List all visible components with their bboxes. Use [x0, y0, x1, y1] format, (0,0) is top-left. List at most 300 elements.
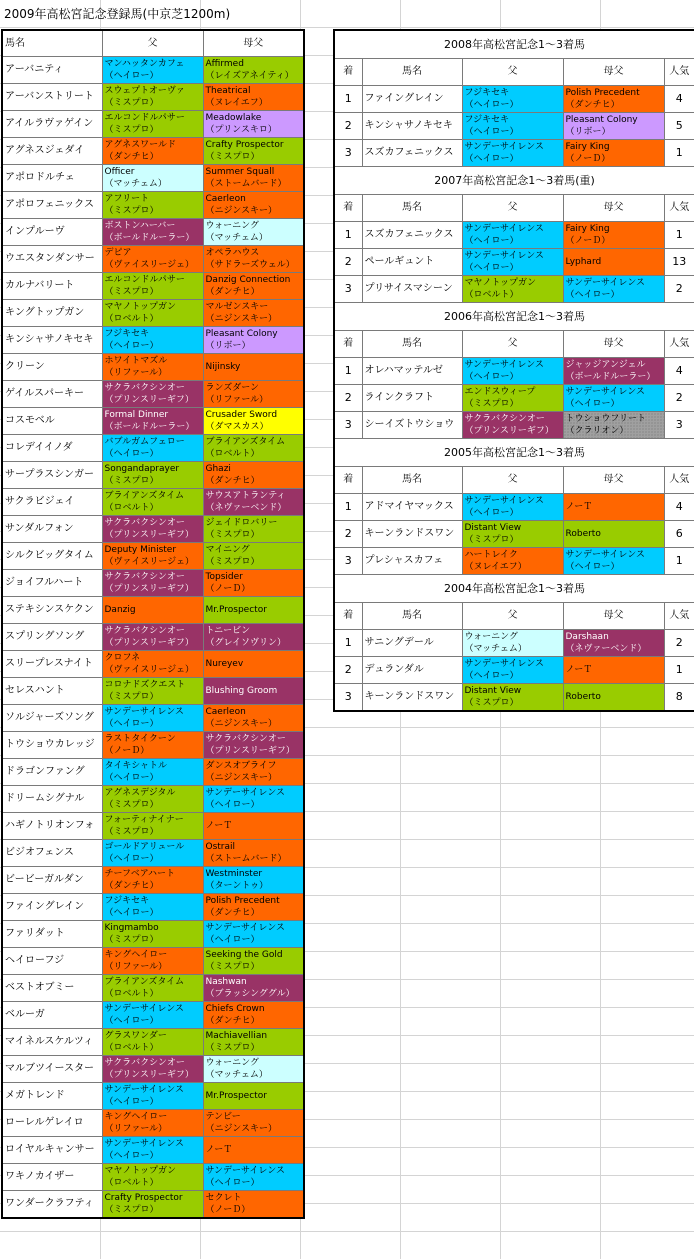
- sire-cell: [462, 276, 563, 303]
- pedigree-line-1: Westminster: [205, 869, 263, 879]
- pedigree-line-1: フジキセキ: [464, 88, 510, 98]
- pedigree-line-2: （プリンスリーギフ）: [104, 530, 194, 540]
- pedigree-line-1: サクラバクシンオー: [104, 1058, 185, 1068]
- table-row: [2, 786, 304, 813]
- sire-cell: [102, 165, 203, 192]
- pedigree-line-1: テンビー: [205, 1112, 241, 1122]
- place-cell: 1: [334, 630, 362, 657]
- sire-cell: [102, 678, 203, 705]
- result-row: [334, 412, 694, 439]
- horse-name: シーイズトウショウ: [362, 412, 462, 439]
- place-cell: 3: [334, 276, 362, 303]
- damsire-cell: [203, 462, 304, 489]
- damsire-cell: [563, 358, 664, 385]
- table-row: [2, 1191, 304, 1219]
- table-row: [2, 570, 304, 597]
- popularity-cell: 1: [664, 140, 694, 167]
- horse-name: アポロドルチェ: [2, 165, 102, 192]
- pedigree-line-1: サンデーサイレンス: [565, 387, 645, 397]
- pedigree-line-2: （プリンスリーギフ）: [104, 584, 194, 594]
- sire-cell: [102, 192, 203, 219]
- pedigree-line-1: タイキシャトル: [104, 761, 168, 771]
- pedigree-line-2: （ヘイロー）: [104, 908, 159, 918]
- pedigree-line-2: （プリンスキロ）: [205, 125, 277, 135]
- pedigree-line-1: ノーＴ: [205, 1145, 233, 1155]
- pedigree-line-2: （ミスプロ）: [104, 287, 159, 297]
- sire-cell: [102, 948, 203, 975]
- pedigree-line-2: （ヘイロー）: [104, 341, 159, 351]
- damsire-cell: [203, 543, 304, 570]
- horse-name: ハギノトリオンフォ: [2, 813, 102, 840]
- pedigree-line-2: （リファール）: [104, 962, 168, 972]
- pedigree-line-1: マヤノトップガン: [104, 1166, 176, 1176]
- damsire-cell: [203, 1137, 304, 1164]
- place-cell: 3: [334, 412, 362, 439]
- damsire-cell: [563, 140, 664, 167]
- sire-cell: [102, 570, 203, 597]
- sire-cell: [102, 300, 203, 327]
- damsire-cell: [203, 516, 304, 543]
- damsire-cell: [563, 548, 664, 575]
- table-row: [2, 894, 304, 921]
- horse-name: サニングデール: [362, 630, 462, 657]
- pedigree-line-1: サンデーサイレンス: [464, 360, 544, 370]
- damsire-cell: [563, 222, 664, 249]
- damsire-cell: [203, 1002, 304, 1029]
- popularity-cell: 1: [664, 548, 694, 575]
- popularity-cell: 1: [664, 657, 694, 684]
- pedigree-line-1: Blushing Groom: [205, 686, 278, 696]
- pedigree-line-1: デピア: [104, 248, 132, 258]
- pedigree-line-1: サクラバクシンオー: [104, 572, 185, 582]
- damsire-cell: [203, 300, 304, 327]
- damsire-cell: [563, 494, 664, 521]
- place-cell: 2: [334, 385, 362, 412]
- damsire-cell: [203, 759, 304, 786]
- sire-cell: [102, 975, 203, 1002]
- horse-name: ペールギュント: [362, 249, 462, 276]
- horse-name: クリーン: [2, 354, 102, 381]
- pedigree-line-2: （ヘイロー）: [464, 154, 519, 164]
- sire-cell: [462, 684, 563, 712]
- damsire-cell: [203, 732, 304, 759]
- pedigree-line-1: Crusader Sword: [205, 410, 278, 420]
- sire-cell: [102, 57, 203, 84]
- damsire-cell: [203, 678, 304, 705]
- horse-name: ビービーガルダン: [2, 867, 102, 894]
- table-row: [2, 813, 304, 840]
- result-row: [334, 358, 694, 385]
- horse-name: スズカフェニックス: [362, 222, 462, 249]
- pedigree-line-1: アグネスワールド: [104, 140, 176, 150]
- pedigree-line-1: サンデーサイレンス: [104, 707, 184, 717]
- place-header: 着: [334, 59, 362, 86]
- sire-cell: [102, 462, 203, 489]
- section-header-row: [334, 467, 694, 494]
- place-cell: 3: [334, 684, 362, 712]
- horse-name: ファリダット: [2, 921, 102, 948]
- horse-name: マイネルスケルツィ: [2, 1029, 102, 1056]
- pedigree-line-1: セクレト: [205, 1193, 242, 1203]
- damsire-cell: [203, 867, 304, 894]
- damsire-cell: [203, 273, 304, 300]
- pedigree-line-2: （ヴァイスリージェ）: [104, 260, 194, 270]
- pedigree-line-1: バブルガムフェロー: [104, 437, 185, 447]
- pedigree-line-1: Danzig Connection: [205, 275, 291, 285]
- sire-cell: [102, 1029, 203, 1056]
- damsire-cell: [203, 1164, 304, 1191]
- table-row: [2, 138, 304, 165]
- table-row: [2, 1029, 304, 1056]
- place-cell: 2: [334, 249, 362, 276]
- pedigree-line-2: （ネヴァーベンド）: [205, 503, 287, 513]
- table-row: [2, 624, 304, 651]
- table-row: [2, 462, 304, 489]
- sire-cell: [102, 597, 203, 624]
- table-row: [2, 192, 304, 219]
- pedigree-line-2: （ニジンスキー）: [205, 206, 278, 216]
- sire-cell: [462, 412, 563, 439]
- header-row: [2, 30, 304, 57]
- table-row: [2, 1056, 304, 1083]
- pedigree-line-1: サンデーサイレンス: [464, 251, 544, 261]
- pedigree-line-1: サクラバクシンオー: [104, 518, 185, 528]
- sire-cell: [102, 489, 203, 516]
- pedigree-line-1: Ghazi: [205, 464, 231, 474]
- damsire-cell: [203, 894, 304, 921]
- table-row: [2, 975, 304, 1002]
- horse-name: セレスハント: [2, 678, 102, 705]
- pedigree-line-2: （ヘイロー）: [104, 1016, 159, 1026]
- pedigree-line-2: （ニジンスキー）: [205, 719, 278, 729]
- pedigree-line-1: ブライアンズタイム: [104, 491, 185, 501]
- pedigree-line-2: （ニジンスキー）: [205, 1124, 278, 1134]
- horse-name-header: 馬名: [362, 467, 462, 494]
- pedigree-line-2: （ヘイロー）: [464, 508, 519, 518]
- table-row: [2, 354, 304, 381]
- table-row: [2, 219, 304, 246]
- place-cell: 1: [334, 86, 362, 113]
- damsire-cell: [563, 249, 664, 276]
- pedigree-line-1: Nashwan: [205, 977, 247, 987]
- sire-cell: [102, 327, 203, 354]
- sire-cell: [462, 113, 563, 140]
- pedigree-line-1: Polish Precedent: [565, 88, 640, 98]
- damsire-cell: [203, 1083, 304, 1110]
- pedigree-line-1: エンドスウィープ: [464, 387, 536, 397]
- pedigree-line-2: （ミスプロ）: [205, 530, 260, 540]
- pedigree-line-2: （レイズアネイティ）: [205, 71, 294, 81]
- pedigree-line-1: サンデーサイレンス: [104, 1004, 184, 1014]
- pedigree-line-2: （ヘイロー）: [464, 127, 519, 137]
- popularity-cell: 1: [664, 222, 694, 249]
- horse-name: コレデイイノダ: [2, 435, 102, 462]
- sire-cell: [462, 385, 563, 412]
- pedigree-line-1: ノーＴ: [565, 665, 593, 675]
- sire-cell: [102, 1002, 203, 1029]
- pedigree-line-2: （ダンチヒ）: [104, 881, 159, 891]
- pedigree-line-1: エルコンドルパサー: [104, 275, 185, 285]
- pedigree-line-2: （ロベルト）: [104, 503, 159, 513]
- pedigree-line-1: フジキセキ: [104, 329, 150, 339]
- pedigree-line-1: チーフベアハート: [104, 869, 175, 879]
- section-title: 2004年高松宮記念1～3着馬: [334, 575, 694, 603]
- horse-name: サクラビジェイ: [2, 489, 102, 516]
- damsire-cell: [203, 489, 304, 516]
- sire-cell: [102, 408, 203, 435]
- sire-cell: [102, 516, 203, 543]
- damsire-cell: [203, 165, 304, 192]
- pedigree-line-1: Pleasant Colony: [205, 329, 278, 339]
- table-row: [2, 1110, 304, 1137]
- horse-name: ロイヤルキャンサー: [2, 1137, 102, 1164]
- pedigree-line-1: Crafty Prospector: [104, 1193, 183, 1203]
- damsire-cell: [203, 813, 304, 840]
- place-header: 着: [334, 331, 362, 358]
- sire-cell: [462, 630, 563, 657]
- pedigree-line-2: （リファール）: [104, 368, 168, 378]
- pedigree-line-2: （ストームバード）: [205, 179, 287, 189]
- horse-name-header: 馬名: [362, 195, 462, 222]
- damsire-cell: [203, 651, 304, 678]
- pedigree-line-1: クロフネ: [104, 653, 141, 663]
- sire-cell: [102, 219, 203, 246]
- horse-name: ウエスタンダンサー: [2, 246, 102, 273]
- result-row: [334, 140, 694, 167]
- pedigree-line-2: （ストームバード）: [205, 854, 287, 864]
- damsire-cell: [203, 975, 304, 1002]
- popularity-cell: 4: [664, 86, 694, 113]
- pedigree-line-1: ウォーニング: [464, 632, 518, 642]
- pedigree-line-1: Theatrical: [205, 86, 251, 96]
- pedigree-line-1: サンデーサイレンス: [205, 1166, 285, 1176]
- result-row: [334, 276, 694, 303]
- sire-header: 父: [462, 467, 563, 494]
- pedigree-line-1: Pleasant Colony: [565, 115, 638, 125]
- place-cell: 3: [334, 140, 362, 167]
- pedigree-line-1: マルゼンスキー: [205, 302, 269, 312]
- pedigree-line-1: キングヘイロー: [104, 950, 168, 960]
- table-row: [2, 57, 304, 84]
- pedigree-line-1: マヤノトップガン: [104, 302, 176, 312]
- pedigree-line-1: サンデーサイレンス: [565, 550, 645, 560]
- pedigree-line-1: サクラバクシンオー: [464, 414, 545, 424]
- pedigree-line-2: （ミスプロ）: [205, 1043, 260, 1053]
- damsire-cell: [203, 570, 304, 597]
- horse-name: アーバンストリート: [2, 84, 102, 111]
- table-row: [2, 705, 304, 732]
- damsire-cell: [563, 276, 664, 303]
- pedigree-line-1: Caerleon: [205, 707, 246, 717]
- results-table: [333, 29, 694, 712]
- pedigree-line-2: （ダンチヒ）: [205, 908, 260, 918]
- pedigree-line-2: （ヌレイエフ）: [464, 562, 527, 572]
- horse-name: キンシャサノキセキ: [362, 113, 462, 140]
- table-row: [2, 759, 304, 786]
- pedigree-line-2: （ミスプロ）: [205, 152, 260, 162]
- damsire-cell: [203, 1191, 304, 1219]
- pedigree-line-1: サンデーサイレンス: [205, 923, 285, 933]
- pedigree-line-1: マヤノトップガン: [464, 278, 536, 288]
- sire-cell: [102, 84, 203, 111]
- pedigree-line-2: （ミスプロ）: [104, 800, 159, 810]
- sire-cell: [102, 354, 203, 381]
- damsire-cell: [563, 113, 664, 140]
- pedigree-line-2: （ヘイロー）: [205, 800, 260, 810]
- damsire-cell: [563, 630, 664, 657]
- horse-name: スプリングソング: [2, 624, 102, 651]
- horse-name: キーンランドスワン: [362, 521, 462, 548]
- pedigree-line-2: （ヘイロー）: [464, 100, 519, 110]
- damsire-cell: [563, 521, 664, 548]
- horse-name: サープラスシンガー: [2, 462, 102, 489]
- pedigree-line-2: （グレイソヴリン）: [205, 638, 287, 648]
- section-header-row: [334, 195, 694, 222]
- pedigree-line-1: スウェプトオーヴァ: [104, 86, 185, 96]
- pedigree-line-1: ハートレイク: [464, 550, 518, 560]
- sire-header: 父: [102, 30, 203, 57]
- pedigree-line-1: アグネスデジタル: [104, 788, 176, 798]
- horse-name: プレシャスカフェ: [362, 548, 462, 575]
- damsire-cell: [203, 138, 304, 165]
- horse-name: アドマイヤマックス: [362, 494, 462, 521]
- place-cell: 1: [334, 358, 362, 385]
- pedigree-line-1: ブライアンズタイム: [205, 437, 286, 447]
- section-title: 2005年高松宮記念1～3着馬: [334, 439, 694, 467]
- popularity-cell: 4: [664, 358, 694, 385]
- sire-cell: [462, 548, 563, 575]
- pedigree-line-1: サンデーサイレンス: [104, 1085, 184, 1095]
- damsire-cell: [203, 921, 304, 948]
- pedigree-line-2: （ニジンスキー）: [205, 773, 278, 783]
- section-title: 2006年高松宮記念1～3着馬: [334, 303, 694, 331]
- damsire-cell: [563, 657, 664, 684]
- damsire-cell: [203, 84, 304, 111]
- pedigree-line-2: （ミスプロ）: [104, 206, 159, 216]
- horse-name-header: 馬名: [362, 603, 462, 630]
- pedigree-line-1: フォーティナイナー: [104, 815, 184, 825]
- pedigree-line-2: （ヘイロー）: [104, 773, 159, 783]
- pedigree-line-1: ラストタイクーン: [104, 734, 176, 744]
- pedigree-line-2: （ロベルト）: [104, 1178, 159, 1188]
- sire-cell: [102, 1083, 203, 1110]
- pedigree-line-2: （ネヴァーベンド）: [565, 644, 647, 654]
- table-row: [2, 678, 304, 705]
- damsire-header: 母父: [563, 331, 664, 358]
- horse-name: キーンランドスワン: [362, 684, 462, 712]
- pedigree-line-1: Distant View: [464, 523, 522, 533]
- popularity-header: 人気: [664, 59, 694, 86]
- horse-name: シルクビッグタイム: [2, 543, 102, 570]
- pedigree-line-2: （マッチェム）: [205, 1070, 268, 1080]
- pedigree-line-1: Kingmambo: [104, 923, 159, 933]
- place-cell: 2: [334, 521, 362, 548]
- horse-name: インプルーヴ: [2, 219, 102, 246]
- sire-cell: [462, 140, 563, 167]
- pedigree-line-2: （ターントゥ）: [205, 881, 269, 891]
- sire-cell: [102, 705, 203, 732]
- popularity-header: 人気: [664, 331, 694, 358]
- result-row: [334, 222, 694, 249]
- pedigree-line-1: サクラバクシンオー: [205, 734, 286, 744]
- horse-name: ファイングレイン: [362, 86, 462, 113]
- pedigree-line-1: サクラバクシンオー: [104, 626, 185, 636]
- horse-name: アーバニティ: [2, 57, 102, 84]
- pedigree-line-1: オペラハウス: [205, 248, 260, 258]
- pedigree-line-2: （ロベルト）: [464, 290, 519, 300]
- pedigree-line-1: Nijinsky: [205, 362, 241, 372]
- table-row: [2, 948, 304, 975]
- sire-cell: [462, 222, 563, 249]
- table-row: [2, 300, 304, 327]
- pedigree-line-2: （プリンスリーギフ）: [464, 426, 554, 436]
- pedigree-line-1: ジェイドロバリー: [205, 518, 278, 528]
- horse-name: コスモベル: [2, 408, 102, 435]
- horse-name: ヘイローフジ: [2, 948, 102, 975]
- pedigree-line-1: Chiefs Crown: [205, 1004, 265, 1014]
- popularity-cell: 3: [664, 412, 694, 439]
- pedigree-line-1: サンデーサイレンス: [104, 1139, 184, 1149]
- horse-name-header: 馬名: [362, 59, 462, 86]
- pedigree-line-1: サンデーサイレンス: [464, 142, 544, 152]
- damsire-cell: [203, 111, 304, 138]
- sire-cell: [102, 246, 203, 273]
- sire-cell: [102, 435, 203, 462]
- pedigree-line-2: （ミスプロ）: [104, 935, 159, 945]
- pedigree-line-2: （プリンスリーギフ）: [104, 1070, 194, 1080]
- pedigree-line-1: ランズダーン: [205, 383, 260, 393]
- pedigree-line-1: Songandaprayer: [104, 464, 180, 474]
- sire-cell: [462, 358, 563, 385]
- pedigree-line-2: （マッチェム）: [205, 233, 268, 243]
- sire-cell: [102, 111, 203, 138]
- damsire-cell: [563, 385, 664, 412]
- popularity-header: 人気: [664, 467, 694, 494]
- pedigree-line-1: Meadowlake: [205, 113, 262, 123]
- horse-name: ビジオフェンス: [2, 840, 102, 867]
- pedigree-line-1: Fairy King: [565, 142, 610, 152]
- horse-name: サンダルフォン: [2, 516, 102, 543]
- horse-name: ローレルゲレイロ: [2, 1110, 102, 1137]
- result-row: [334, 548, 694, 575]
- pedigree-line-2: （ヌレイエフ）: [205, 98, 268, 108]
- table-row: [2, 489, 304, 516]
- damsire-cell: [203, 381, 304, 408]
- pedigree-line-2: （ダンチヒ）: [565, 100, 620, 110]
- pedigree-line-1: Topsider: [205, 572, 243, 582]
- pedigree-line-2: （ヘイロー）: [205, 1178, 260, 1188]
- sire-cell: [102, 381, 203, 408]
- pedigree-line-2: （ヘイロー）: [565, 562, 620, 572]
- pedigree-line-1: キングヘイロー: [104, 1112, 168, 1122]
- popularity-cell: 6: [664, 521, 694, 548]
- damsire-cell: [203, 1029, 304, 1056]
- horse-name: キングトップガン: [2, 300, 102, 327]
- table-row: [2, 435, 304, 462]
- damsire-cell: [563, 684, 664, 712]
- pedigree-line-1: Nureyev: [205, 659, 244, 669]
- table-row: [2, 111, 304, 138]
- damsire-cell: [203, 246, 304, 273]
- popularity-cell: 13: [664, 249, 694, 276]
- table-row: [2, 921, 304, 948]
- sire-cell: [462, 657, 563, 684]
- sire-cell: [102, 624, 203, 651]
- pedigree-line-1: Roberto: [565, 692, 601, 702]
- pedigree-line-2: （ミスプロ）: [104, 692, 159, 702]
- pedigree-line-1: Formal Dinner: [104, 410, 169, 420]
- sire-cell: [102, 813, 203, 840]
